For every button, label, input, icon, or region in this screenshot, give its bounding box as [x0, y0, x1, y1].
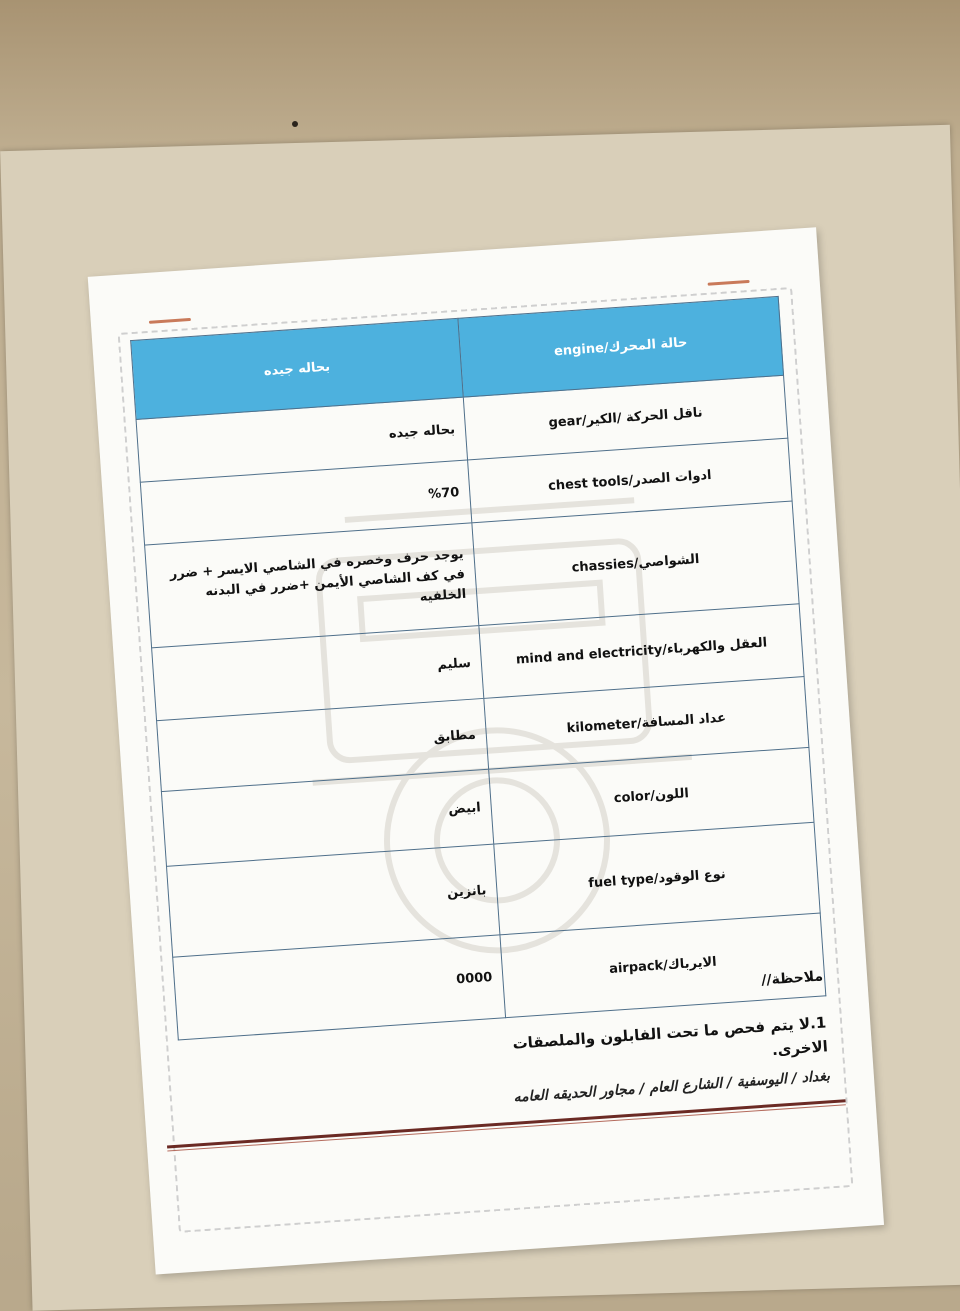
notes-title: ملاحظة// — [760, 968, 824, 989]
row-value-gear: بحاله جيده — [136, 397, 468, 482]
row-value-color: ابيض — [161, 769, 493, 866]
row-item-fuel-type: نوع الوقود/fuel type — [494, 822, 820, 935]
header-item-cell: حالة المحرك/engine — [458, 296, 784, 397]
row-item-color: اللون/color — [489, 747, 814, 844]
row-value-chassis: يوجد حرف وخصره في الشاصي الايسر + ضرر في كف الشاصي الأيمن +ضرر في البدنه الخلفيه — [145, 523, 479, 648]
inspection-sheet — [88, 227, 884, 1274]
corner-decoration-left — [149, 318, 191, 324]
header-value-cell: بحاله جيده — [131, 318, 464, 419]
corner-decoration-right — [708, 280, 750, 286]
row-value-airbag: 0000 — [173, 935, 506, 1040]
footer-address: بغداد / اليوسفية / الشارع العام / مجاور الحديقه العامه — [513, 1068, 831, 1106]
row-value-electricity: سليم — [152, 626, 484, 721]
row-item-electricity: العقل والكهرباء/mind and electricity — [479, 604, 804, 699]
row-value-fuel-type: بانزين — [167, 844, 500, 957]
cardboard-folder — [0, 125, 960, 1311]
note-item-1: 1.لا يتم فحص ما تحت الفابلون والملصقات الاخرى. — [512, 1013, 829, 1060]
inspection-table — [130, 296, 826, 1041]
row-item-airbag: الايرباك/airpack — [500, 913, 826, 1018]
row-item-gear: ناقل الحركة /الكير/gear — [463, 375, 788, 460]
row-value-kilometer: مطابق — [157, 698, 489, 791]
surface-mark — [292, 121, 298, 127]
row-item-chest-tools: ادوات الصدر/chest tools — [468, 438, 793, 523]
row-value-chest-tools: %70 — [140, 460, 472, 545]
row-item-kilometer: عداد المسافة/kilometer — [484, 677, 809, 770]
row-item-chassis: الشواصي/chassies — [472, 501, 799, 626]
